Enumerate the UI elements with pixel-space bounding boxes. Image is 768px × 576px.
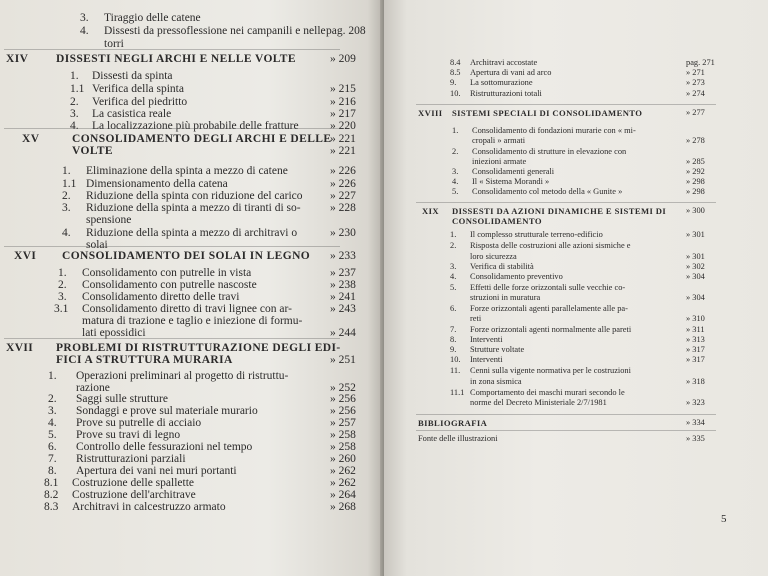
toc-entry-page: » 233	[330, 250, 356, 262]
toc-entry-page: » 260	[330, 453, 356, 465]
toc-entry-number: 10.	[450, 355, 461, 364]
toc-entry-title: Apertura dei vani nei muri portanti	[76, 465, 237, 477]
toc-entry-number: 1.	[450, 230, 457, 239]
toc-entry-number: 3.	[48, 405, 57, 417]
toc-entry-title: Riduzione della spinta con riduzione del carico	[86, 190, 303, 202]
toc-entry-page: » 237	[330, 267, 356, 279]
section-divider	[416, 414, 716, 415]
toc-entry-page: » 262	[330, 465, 356, 477]
toc-entry-title: Eliminazione della spinta a mezzo di catene	[86, 165, 288, 177]
toc-entry-number: 4.	[452, 177, 459, 186]
toc-entry-title: Consolidamento preventivo	[470, 272, 563, 281]
section-divider	[4, 338, 340, 339]
toc-entry-title: Prove su putrelle di acciaio	[76, 417, 202, 429]
toc-entry-number: 8.5	[450, 68, 461, 77]
toc-entry-number: 9.	[450, 345, 457, 354]
toc-entry-page: » 278	[686, 136, 705, 145]
toc-entry-page: » 256	[330, 393, 356, 405]
toc-entry-page: » 264	[330, 489, 356, 501]
toc-entry-page: » 301	[686, 252, 705, 261]
toc-entry-page: » 301	[686, 230, 705, 239]
toc-chapter-title: FICI A STRUTTURA MURARIA	[56, 354, 233, 366]
toc-entry-number: 6.	[48, 441, 57, 453]
toc-entry-page: » 311	[686, 325, 705, 334]
toc-entry-page: » 258	[330, 429, 356, 441]
toc-entry-number: 3.1	[54, 303, 69, 315]
toc-entry-title: Il « Sistema Morandi »	[472, 177, 550, 186]
toc-entry-page: » 220	[330, 120, 356, 132]
toc-entry-number: XVIII	[418, 108, 443, 118]
toc-entry-title: Effetti delle forze orizzontali sulle vecchie co-	[470, 283, 626, 292]
toc-entry-number: 2.	[450, 241, 457, 250]
toc-entry-page: » 226	[330, 165, 356, 177]
section-divider	[416, 202, 716, 203]
toc-entry-number: 9.	[450, 78, 457, 87]
toc-entry-page: » 317	[686, 355, 705, 364]
toc-entry-title: Consolidamento col metodo della « Gunite »	[472, 187, 623, 196]
toc-entry-title: Consolidamenti generali	[472, 167, 555, 176]
right-page	[384, 0, 768, 576]
toc-entry-page: pag. 208	[326, 25, 366, 37]
toc-entry-title: Ristrutturazioni totali	[470, 89, 542, 98]
toc-entry-number: 5.	[450, 283, 457, 292]
toc-entry-page: » 334	[686, 418, 705, 427]
toc-entry-title: Controllo delle fessurazioni nel tempo	[76, 441, 253, 453]
toc-entry-title: Costruzione dell'architrave	[72, 489, 196, 501]
toc-entry-number: 1.1	[62, 178, 77, 190]
toc-entry-page: » 243	[330, 303, 356, 315]
toc-entry-page: » 273	[686, 78, 705, 87]
toc-entry-number: 3.	[62, 202, 71, 214]
toc-entry-title: cropali » armati	[472, 136, 526, 145]
toc-entry-title: Apertura di vani ad arco	[470, 68, 552, 77]
toc-entry-page: pag. 271	[686, 58, 715, 67]
toc-entry-title: Strutture voltate	[470, 345, 525, 354]
toc-entry-page: » 285	[686, 157, 705, 166]
toc-entry-title: Saggi sulle strutture	[76, 393, 168, 405]
toc-entry-title: solai	[86, 239, 108, 251]
toc-entry-title: Dissesti da pressoflessione nei campanili e nelle	[104, 25, 326, 37]
toc-chapter-title: PROBLEMI DI RISTRUTTURAZIONE DEGLI EDI-	[56, 342, 341, 354]
toc-entry-title: spensione	[86, 214, 132, 226]
toc-entry-page: » 209	[330, 53, 356, 65]
toc-entry-page: » 298	[686, 177, 705, 186]
toc-entry-number: 1.	[62, 165, 71, 177]
toc-entry-page: » 227	[330, 190, 356, 202]
toc-entry-number: 1.	[58, 267, 67, 279]
toc-entry-number: 11.	[450, 366, 461, 375]
toc-entry-number: XIV	[6, 53, 29, 65]
toc-entry-title: razione	[76, 382, 110, 394]
toc-entry-number: 1.1	[70, 83, 85, 95]
toc-entry-title: Dimensionamento della catena	[86, 178, 228, 190]
toc-entry-number: 2.	[452, 147, 459, 156]
toc-chapter-title: BIBLIOGRAFIA	[418, 418, 488, 428]
toc-entry-page: » 226	[330, 178, 356, 190]
toc-entry-title: Costruzione delle spallette	[72, 477, 194, 489]
toc-entry-title: Operazioni preliminari al progetto di ristruttu-	[76, 370, 289, 382]
toc-entry-page: » 238	[330, 279, 356, 291]
toc-chapter-title: CONSOLIDAMENTO DEI SOLAI IN LEGNO	[62, 250, 311, 262]
toc-entry-number: 8.3	[44, 501, 59, 513]
toc-entry-number: 3.	[452, 167, 459, 176]
toc-entry-page: » 256	[330, 405, 356, 417]
toc-entry-number: 4.	[70, 120, 79, 132]
toc-entry-number: 6.	[450, 304, 457, 313]
toc-entry-number: 11.1	[450, 388, 465, 397]
toc-entry-title: lati epossidici	[82, 327, 146, 339]
toc-entry-number: 7.	[450, 325, 457, 334]
section-divider	[4, 246, 340, 247]
left-page	[0, 0, 383, 576]
toc-entry-title: Sondaggi e prove sul materiale murario	[76, 405, 258, 417]
toc-entry-page: » 300	[686, 206, 705, 215]
toc-entry-page: » 271	[686, 68, 705, 77]
toc-entry-number: 2.	[70, 96, 79, 108]
toc-entry-page: » 252	[330, 382, 356, 394]
toc-entry-number: 3.	[450, 262, 457, 271]
toc-entry-page: » 298	[686, 187, 705, 196]
toc-chapter-title: CONSOLIDAMENTO DEGLI ARCHI E DELLE	[72, 133, 332, 145]
toc-entry-page: » 313	[686, 335, 705, 344]
toc-entry-title: Riduzione della spinta a mezzo di tiranti di so-	[86, 202, 301, 214]
toc-entry-title: Architravi accostate	[470, 58, 538, 67]
toc-entry-title: Interventi	[470, 355, 503, 364]
toc-entry-title: Dissesti da spinta	[92, 70, 173, 82]
toc-entry-title: Tiraggio delle catene	[104, 12, 201, 24]
toc-entry-number: 8.	[48, 465, 57, 477]
toc-entry-title: Consolidamento diretto delle travi	[82, 291, 240, 303]
toc-entry-number: 1.	[48, 370, 57, 382]
toc-entry-number: XV	[22, 133, 40, 145]
toc-entry-number: 4.	[48, 417, 57, 429]
toc-entry-page: » 292	[686, 167, 705, 176]
toc-chapter-title: DISSESTI NEGLI ARCHI E NELLE VOLTE	[56, 53, 296, 65]
toc-entry-title: Verifica di stabilità	[470, 262, 534, 271]
toc-chapter-title: SISTEMI SPECIALI DI CONSOLIDAMENTO	[452, 108, 643, 118]
toc-entry-number: 4.	[450, 272, 457, 281]
page-number: 5	[721, 513, 727, 525]
toc-entry-number: 1.	[452, 126, 459, 135]
toc-entry-title: La localizzazione più probabile delle fratture	[92, 120, 299, 132]
toc-entry-page: » 262	[330, 477, 356, 489]
section-divider	[416, 430, 716, 431]
toc-entry-page: » 335	[686, 434, 705, 443]
toc-entry-page: » 258	[330, 441, 356, 453]
toc-entry-page: » 302	[686, 262, 705, 271]
toc-entry-number: 10.	[450, 89, 461, 98]
toc-entry-page: » 217	[330, 108, 356, 120]
toc-entry-page: » 251	[330, 354, 356, 366]
toc-entry-number: 4.	[80, 25, 89, 37]
toc-entry-title: matura di trazione e taglio e iniezione di formu-	[82, 315, 303, 327]
toc-entry-title: Consolidamento di fondazioni murarie con « mi-	[472, 126, 636, 135]
toc-entry-number: 5.	[48, 429, 57, 441]
toc-entry-page: » 241	[330, 291, 356, 303]
toc-entry-title: Consolidamento di strutture in elevazione con	[472, 147, 627, 156]
toc-chapter-title: VOLTE	[72, 145, 113, 157]
toc-entry-title: torri	[104, 38, 124, 50]
toc-entry-number: 3.	[58, 291, 67, 303]
toc-entry-number: XIX	[422, 206, 439, 216]
toc-entry-page: » 274	[686, 89, 705, 98]
toc-entry-title: in zona sismica	[470, 377, 522, 386]
toc-entry-number: 8.1	[44, 477, 59, 489]
toc-entry-title: Cenni sulla vigente normativa per le costruzioni	[470, 366, 631, 375]
toc-entry-title: Forze orizzontali agenti parallelamente alle pa-	[470, 304, 628, 313]
toc-entry-title: norme del Decreto Ministeriale 2/7/1981	[470, 398, 607, 407]
toc-entry-page: » 216	[330, 96, 356, 108]
section-divider	[4, 128, 340, 129]
toc-entry-page: » 277	[686, 108, 705, 117]
toc-entry-number: 2.	[48, 393, 57, 405]
toc-entry-page: » 304	[686, 293, 705, 302]
toc-entry-number: 5.	[452, 187, 459, 196]
toc-entry-title: La casistica reale	[92, 108, 172, 120]
toc-entry-title: Il complesso strutturale terreno-edificio	[470, 230, 603, 239]
toc-entry-title: Forze orizzontali agenti normalmente alle pareti	[470, 325, 632, 334]
toc-entry-page: » 221	[330, 145, 356, 157]
toc-entry-title: Verifica della spinta	[92, 83, 184, 95]
toc-entry-page: » 257	[330, 417, 356, 429]
toc-entry-page: » 304	[686, 272, 705, 281]
toc-entry-page: » 244	[330, 327, 356, 339]
toc-entry-title: Riduzione della spinta a mezzo di architravi o	[86, 227, 298, 239]
toc-entry-number: 8.	[450, 335, 457, 344]
toc-entry-title: iniezioni armate	[472, 157, 527, 166]
toc-entry-title: Comportamento dei maschi murari secondo le	[470, 388, 625, 397]
section-divider	[416, 104, 716, 105]
toc-entry-title: Consolidamento con putrelle in vista	[82, 267, 252, 279]
toc-entry-page: » 215	[330, 83, 356, 95]
toc-entry-title: struzioni in muratura	[470, 293, 541, 302]
toc-entry-number: 4.	[62, 227, 71, 239]
toc-entry-title: Prove su travi di legno	[76, 429, 181, 441]
toc-entry-number: XVI	[14, 250, 37, 262]
toc-entry-title: Architravi in calcestruzzo armato	[72, 501, 226, 513]
toc-entry-page: » 317	[686, 345, 705, 354]
toc-entry-title: Consolidamento diretto di travi lignee con ar-	[82, 303, 292, 315]
section-divider	[4, 49, 340, 50]
toc-entry-page: » 323	[686, 398, 705, 407]
toc-entry-number: 2.	[62, 190, 71, 202]
toc-chapter-title: DISSESTI DA AZIONI DINAMICHE E SISTEMI DI	[452, 206, 667, 216]
toc-entry-title: Fonte delle illustrazioni	[418, 434, 498, 443]
toc-entry-title: Risposta delle costruzioni alle azioni sismiche e	[470, 241, 631, 250]
toc-entry-page: » 228	[330, 202, 356, 214]
toc-entry-number: 8.4	[450, 58, 461, 67]
toc-entry-title: Verifica del piedritto	[92, 96, 188, 108]
toc-entry-page: » 318	[686, 377, 705, 386]
toc-entry-number: 3.	[80, 12, 89, 24]
toc-entry-number: 7.	[48, 453, 57, 465]
toc-entry-number: XVII	[6, 342, 34, 354]
toc-entry-title: Consolidamento con putrelle nascoste	[82, 279, 257, 291]
toc-entry-page: » 310	[686, 314, 705, 323]
toc-entry-title: La sottomurazione	[470, 78, 533, 87]
toc-entry-page: » 221	[330, 133, 356, 145]
toc-entry-title: Ristrutturazioni parziali	[76, 453, 186, 465]
toc-entry-title: Interventi	[470, 335, 503, 344]
toc-entry-number: 3.	[70, 108, 79, 120]
toc-entry-page: » 268	[330, 501, 356, 513]
toc-entry-number: 8.2	[44, 489, 59, 501]
toc-chapter-title: CONSOLIDAMENTO	[452, 216, 542, 226]
toc-entry-title: loro sicurezza	[470, 252, 517, 261]
toc-entry-page: » 230	[330, 227, 356, 239]
toc-entry-number: 1.	[70, 70, 79, 82]
toc-entry-title: reti	[470, 314, 482, 323]
toc-entry-number: 2.	[58, 279, 67, 291]
